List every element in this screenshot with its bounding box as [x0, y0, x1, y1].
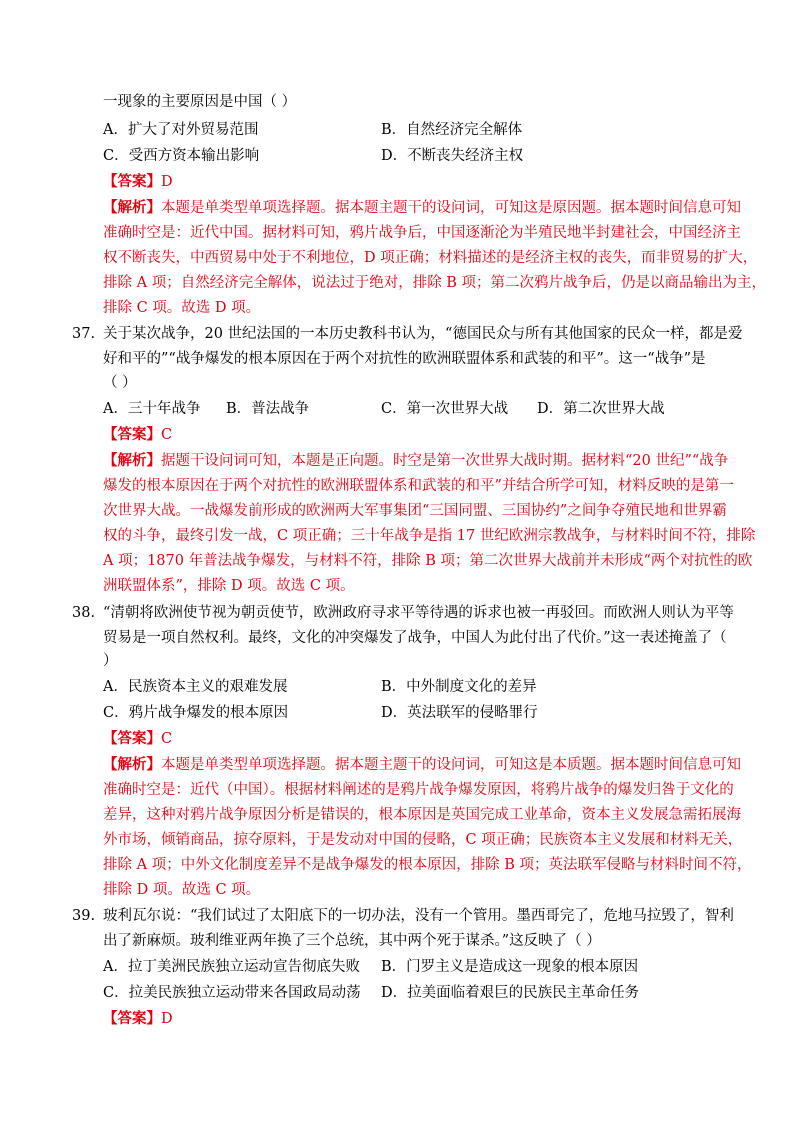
q38-stem-line-2: 贸易是一项自然权利。最终，文化的冲突爆发了战争，中国人为此付出了代价。”这一表述掩盖了（: [103, 630, 727, 646]
q39-option-d: D．拉美面临着艰巨的民族民主革命任务: [381, 985, 640, 1001]
q36-stem-tail: 一现象的主要原因是中国（ ）: [103, 94, 297, 110]
q39-stem-line-2: 出了新麻烦。玻利维亚两年换了三个总统，其中两个死于谋杀。”这反映了（ ）: [103, 933, 601, 949]
q38-option-c: C．鸦片战争爆发的根本原因: [103, 705, 289, 721]
q37-option-b: B．普法战争: [226, 401, 310, 417]
q38-answer-label: 【答案】: [103, 730, 161, 747]
q37-option-d: D．第二次世界大战: [537, 401, 665, 417]
q38-analysis-line-5: 排除 A 项；中外文化制度差异不是战争爆发的根本原因，排除 B 项；英法联军侵略与材料时间不符，: [103, 857, 752, 873]
q38-answer-value: C: [161, 731, 173, 747]
q36-analysis-line-4: 排除 A 项；自然经济完全解体，说法过于绝对，排除 B 项；第二次鸦片战争后，仍是以商品输出为主，: [103, 275, 767, 291]
q37-option-a: A．三十年战争: [103, 401, 201, 417]
q39-number: 39.: [72, 908, 96, 924]
q36-analysis-line-3: 权不断丧失，中西贸易中处于不利地位，D 项正确；材料描述的是经济主权的丧失，而非贸易的扩大，: [103, 250, 758, 266]
q39-stem-line-1: 玻利瓦尔说：“我们试过了太阳底下的一切办法，没有一个管用。墨西哥完了，危地马拉毁了，智利: [103, 908, 734, 924]
q36-answer-value: D: [161, 174, 173, 190]
q38-stem-line-1: “清朝将欧洲使节视为朝贡使节，欧洲政府寻求平等待遇的诉求也被一再驳回。而欧洲人则认为平等: [103, 605, 734, 621]
q36-option-c: C．受西方资本输出影响: [103, 148, 260, 164]
q38-analysis-line-1: [103, 755, 741, 775]
q36-analysis-line-5: 排除 C 项。故选 D 项。: [103, 300, 261, 316]
q36-analysis-text-1: 本题是单类型单项选择题。据本题主题干的设问词，可知这是原因题。据本题时间信息可知: [161, 200, 741, 216]
q38-analysis-line-2: 准确时空是：近代（中国）。根据材料阐述的是鸦片战争爆发原因，将鸦片战争的爆发归咎于文化的: [103, 782, 734, 798]
q37-answer: [103, 425, 172, 445]
q39-option-a: A．拉丁美洲民族独立运动宣告彻底失败: [103, 959, 360, 975]
q37-answer-value: C: [161, 427, 173, 443]
q36-answer-label: 【答案】: [103, 173, 161, 190]
q36-option-b: B．自然经济完全解体: [381, 122, 523, 138]
q38-number: 38.: [72, 605, 96, 621]
q39-answer-value: D: [161, 1011, 173, 1027]
q37-analysis-line-3: 次世界大战。一战爆发前形成的欧洲两大军事集团“三国同盟、三国协约”之间争夺殖民地和世界霸: [103, 503, 727, 519]
q38-option-b: B．中外制度文化的差异: [381, 679, 537, 695]
q36-option-a: A．扩大了对外贸易范围: [103, 122, 259, 138]
q37-stem-line-2: 好和平的”“战争爆发的根本原因在于两个对抗性的欧洲联盟体系和武装的和平”。这一“战争”是: [103, 351, 706, 367]
q39-answer: [103, 1009, 173, 1029]
q36-option-d: D．不断丧失经济主权: [381, 148, 524, 164]
q36-analysis-line-2: 准确时空是：近代中国。据材料可知，鸦片战争后，中国逐渐沦为半殖民地半封建社会，中国经济主: [103, 225, 741, 241]
q36-analysis-line-1: [103, 198, 741, 218]
q37-analysis-line-5: A 项；1870 年普法战争爆发，与材料不符，排除 B 项；第二次世界大战前并未形成“两个对抗性的欧: [103, 553, 753, 569]
q37-stem-line-1: 关于某次战争，20 世纪法国的一本历史教科书认为，“德国民众与所有其他国家的民众一样，都是爱: [103, 326, 743, 342]
q36-analysis-label: 【解析】: [103, 199, 161, 216]
q38-analysis-line-4: 外市场，倾销商品，掠夺原料，于是发动对中国的侵略，C 项正确；民族资本主义发展和材料无关，: [103, 832, 743, 848]
q38-option-d: D．英法联军的侵略罪行: [381, 705, 538, 721]
q37-analysis-text-1: 据题干设问词可知，本题是正向题。时空是第一次世界大战时期。据材料“20 世纪”“战争: [161, 453, 729, 469]
q37-stem-line-3: （ ）: [103, 375, 137, 391]
q37-analysis-line-4: 权的斗争，最终引发一战，C 项正确；三十年战争是指 17 世纪欧洲宗教战争，与材料时间不符，排除: [103, 528, 756, 544]
q38-analysis-text-1: 本题是单类型单项选择题。据本题主题干的设问词，可知这是本质题。据本题时间信息可知: [161, 757, 741, 773]
q39-option-b: B．门罗主义是造成这一现象的根本原因: [381, 959, 639, 975]
q38-option-a: A．民族资本主义的艰难发展: [103, 679, 288, 695]
q38-analysis-label: 【解析】: [103, 756, 161, 773]
q38-analysis-line-3: 差异，这种对鸦片战争原因分析是错误的，根本原因是英国完成工业革命，资本主义发展急需拓展海: [103, 807, 741, 823]
q37-answer-label: 【答案】: [103, 426, 161, 443]
q39-option-c: C．拉美民族独立运动带来各国政局动荡: [103, 985, 361, 1001]
q38-stem-line-3: ）: [103, 653, 118, 669]
q36-answer: [103, 172, 173, 192]
q38-answer: [103, 729, 172, 749]
q37-analysis-line-6: 洲联盟体系”，排除 D 项。故选 C 项。: [103, 578, 355, 594]
q37-option-c: C．第一次世界大战: [381, 401, 509, 417]
q38-analysis-line-6: 排除 D 项。故选 C 项。: [103, 882, 261, 898]
q37-analysis-label: 【解析】: [103, 452, 161, 469]
q37-number: 37.: [72, 326, 96, 342]
q37-analysis-line-2: 爆发的根本原因在于两个对抗性的欧洲联盟体系和武装的和平”并结合所学可知，材料反映的是第一: [103, 478, 734, 494]
q39-answer-label: 【答案】: [103, 1010, 161, 1027]
q37-analysis-line-1: [103, 451, 728, 471]
